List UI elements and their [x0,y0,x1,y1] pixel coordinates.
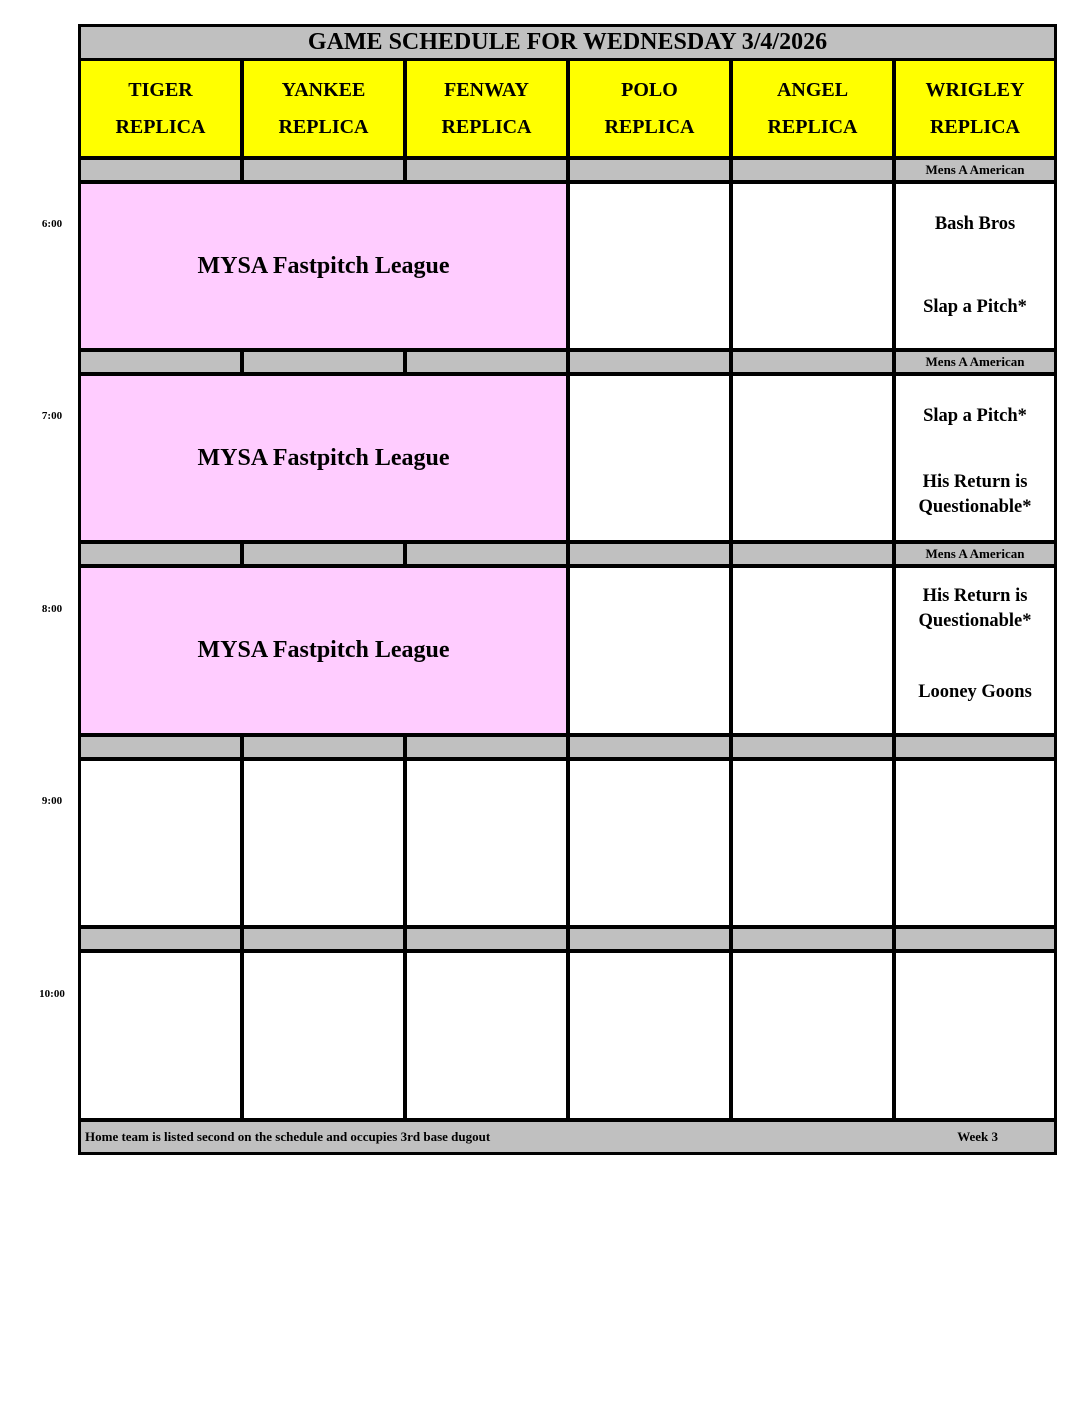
field-sub: REPLICA [929,115,1020,138]
field-sub: REPLICA [278,115,369,138]
home-team: Slap a Pitch* [923,297,1027,317]
field-name: WRIGLEY [925,78,1025,101]
division-cell [244,352,403,372]
division-cell [244,544,403,564]
field-name: TIGER [128,78,193,101]
field-header-fenway [407,61,566,156]
time-label-7: 7:00 [41,410,63,422]
empty-cell [896,953,1054,1118]
division-label: Mens A American [896,544,1054,564]
field-header-polo [570,61,729,156]
field-sub: REPLICA [115,115,206,138]
field-name: FENWAY [444,78,529,101]
division-cell [244,929,403,949]
division-cell [570,352,729,372]
field-sub: REPLICA [604,115,695,138]
field-header-tiger [81,61,240,156]
empty-cell [81,761,240,925]
division-cell [81,544,240,564]
empty-cell [733,761,892,925]
division-cell [81,352,240,372]
empty-cell [733,376,892,540]
division-cell [407,929,566,949]
division-cell [733,929,892,949]
game-cell [896,184,1054,348]
empty-cell [570,568,729,733]
away-team: Slap a Pitch* [923,406,1027,426]
field-sub: REPLICA [767,115,858,138]
home-team: Looney Goons [918,682,1032,702]
empty-cell [81,953,240,1118]
field-sub: REPLICA [441,115,532,138]
empty-cell [896,761,1054,925]
division-cell [896,929,1054,949]
empty-cell [570,184,729,348]
empty-cell [570,376,729,540]
division-cell [81,160,240,180]
time-label-10: 10:00 [39,988,65,1000]
home-team: His Return is Questionable* [918,472,1032,517]
league-block: MYSA Fastpitch League [81,376,566,540]
division-cell [733,352,892,372]
division-cell [570,737,729,757]
empty-cell [733,568,892,733]
empty-cell [244,953,403,1118]
division-cell [407,737,566,757]
division-cell [244,160,403,180]
away-team: His Return is Questionable* [918,586,1032,631]
division-cell [733,160,892,180]
field-name: YANKEE [281,78,366,101]
time-label-6: 6:00 [41,218,63,230]
empty-cell [733,184,892,348]
empty-cell [407,953,566,1118]
week-label: Week 3 [957,1129,998,1144]
footer-bar [81,1122,1054,1152]
division-cell [570,160,729,180]
empty-cell [244,761,403,925]
field-name: POLO [621,78,678,101]
league-block: MYSA Fastpitch League [81,568,566,733]
field-header-angel [733,61,892,156]
field-name: ANGEL [776,78,849,101]
empty-cell [733,953,892,1118]
footer-note: Home team is listed second on the schedule and occupies 3rd base dugout [85,1129,491,1144]
empty-cell [570,953,729,1118]
division-cell [81,737,240,757]
field-header-yankee [244,61,403,156]
field-header-wrigley [896,61,1054,156]
division-cell [570,544,729,564]
empty-cell [407,761,566,925]
division-cell [407,352,566,372]
division-cell [244,737,403,757]
away-team: Bash Bros [934,214,1016,234]
division-cell [733,737,892,757]
division-cell [407,544,566,564]
schedule-table [78,24,1057,1155]
game-cell [896,376,1054,540]
division-label: Mens A American [896,352,1054,372]
division-label: Mens A American [896,160,1054,180]
division-cell [81,929,240,949]
time-label-8: 8:00 [41,603,63,615]
game-cell [896,568,1054,733]
division-cell [733,544,892,564]
time-label-9: 9:00 [41,795,63,807]
league-block: MYSA Fastpitch League [81,184,566,348]
division-cell [896,737,1054,757]
division-cell [407,160,566,180]
empty-cell [570,761,729,925]
division-cell [570,929,729,949]
page-title: GAME SCHEDULE FOR WEDNESDAY 3/4/2026 [81,27,1054,58]
